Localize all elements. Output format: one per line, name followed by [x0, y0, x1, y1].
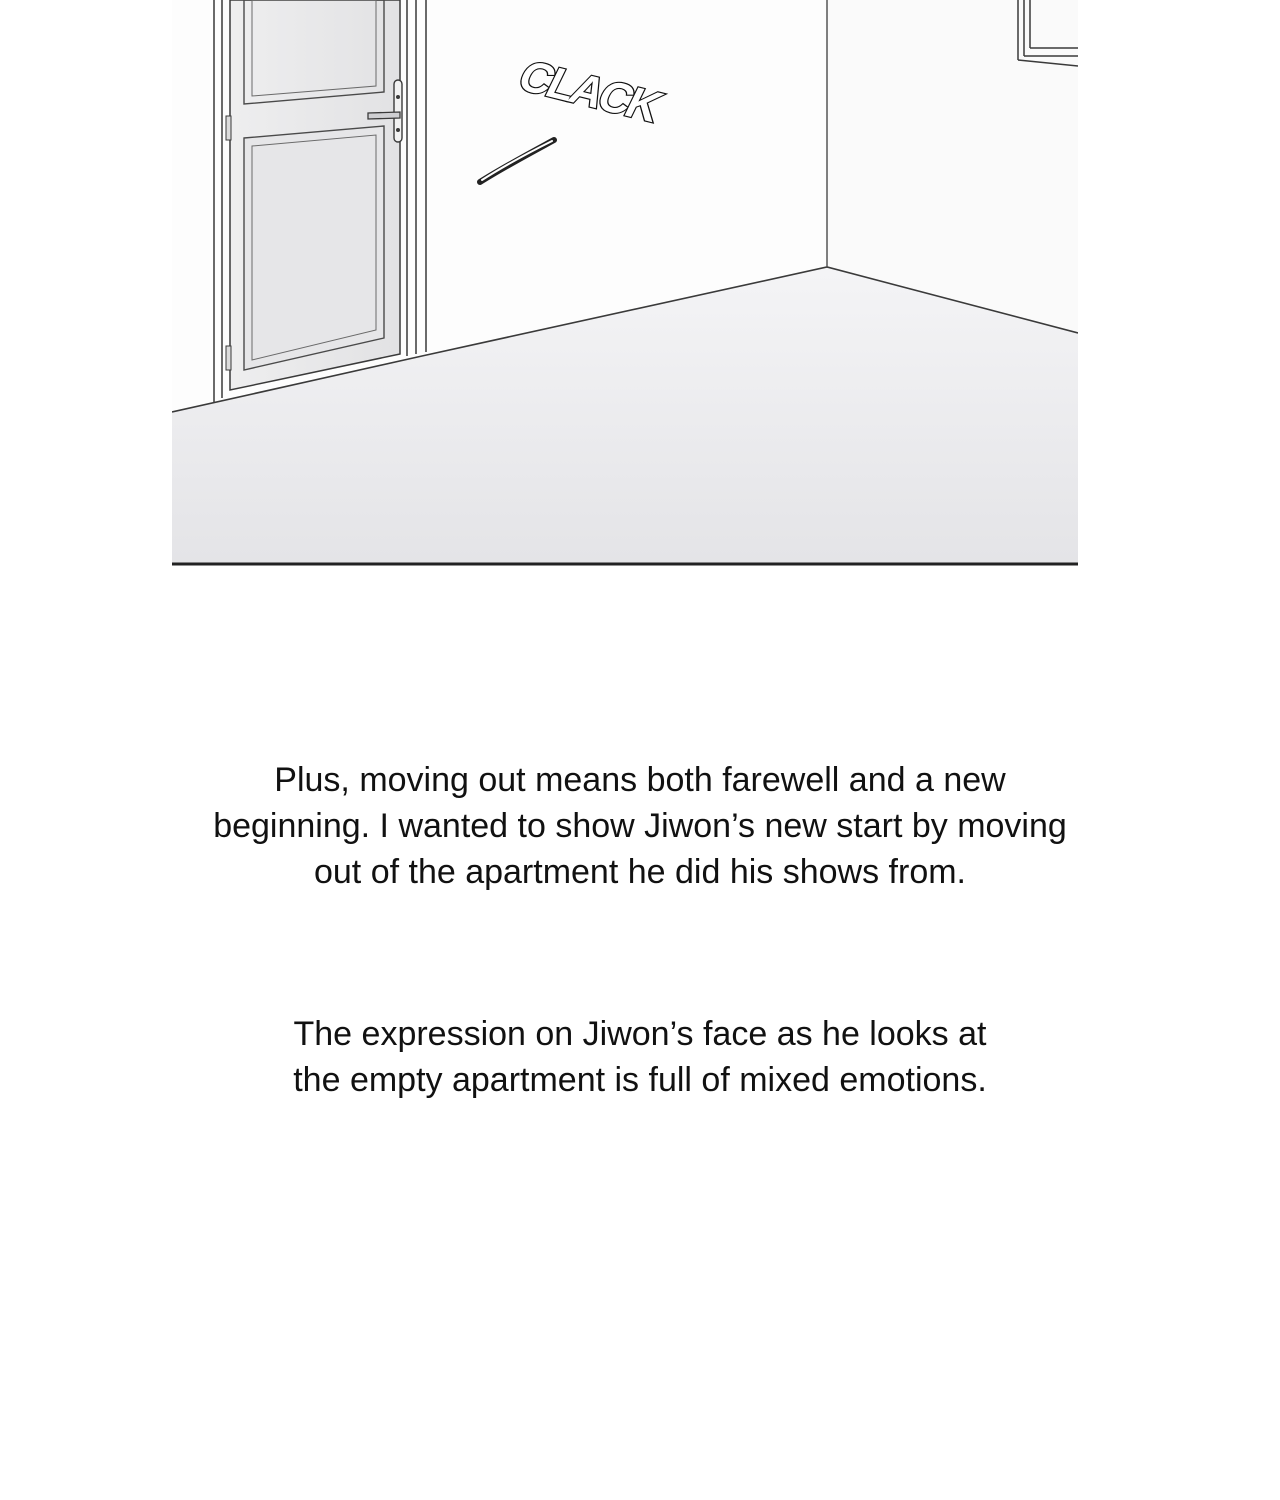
caption-line: The expression on Jiwon’s face as he looks at	[293, 1015, 987, 1053]
comic-panel	[172, 0, 1078, 566]
sound-effect-text: CLACK	[510, 52, 668, 131]
caption-line: out of the apartment he did his shows from.	[313, 853, 966, 891]
door-hinge	[226, 346, 231, 370]
caption-line: beginning. I wanted to show Jiwon’s new start by moving	[213, 807, 1067, 845]
caption-line: the empty apartment is full of mixed emotions.	[293, 1061, 987, 1099]
empty-apartment-illustration	[172, 0, 1078, 566]
caption-expression	[140, 1011, 1140, 1103]
door-hinge	[226, 116, 231, 140]
caption-line: Plus, moving out means both farewell and a new	[274, 761, 1006, 799]
caption-farewell	[140, 757, 1140, 895]
